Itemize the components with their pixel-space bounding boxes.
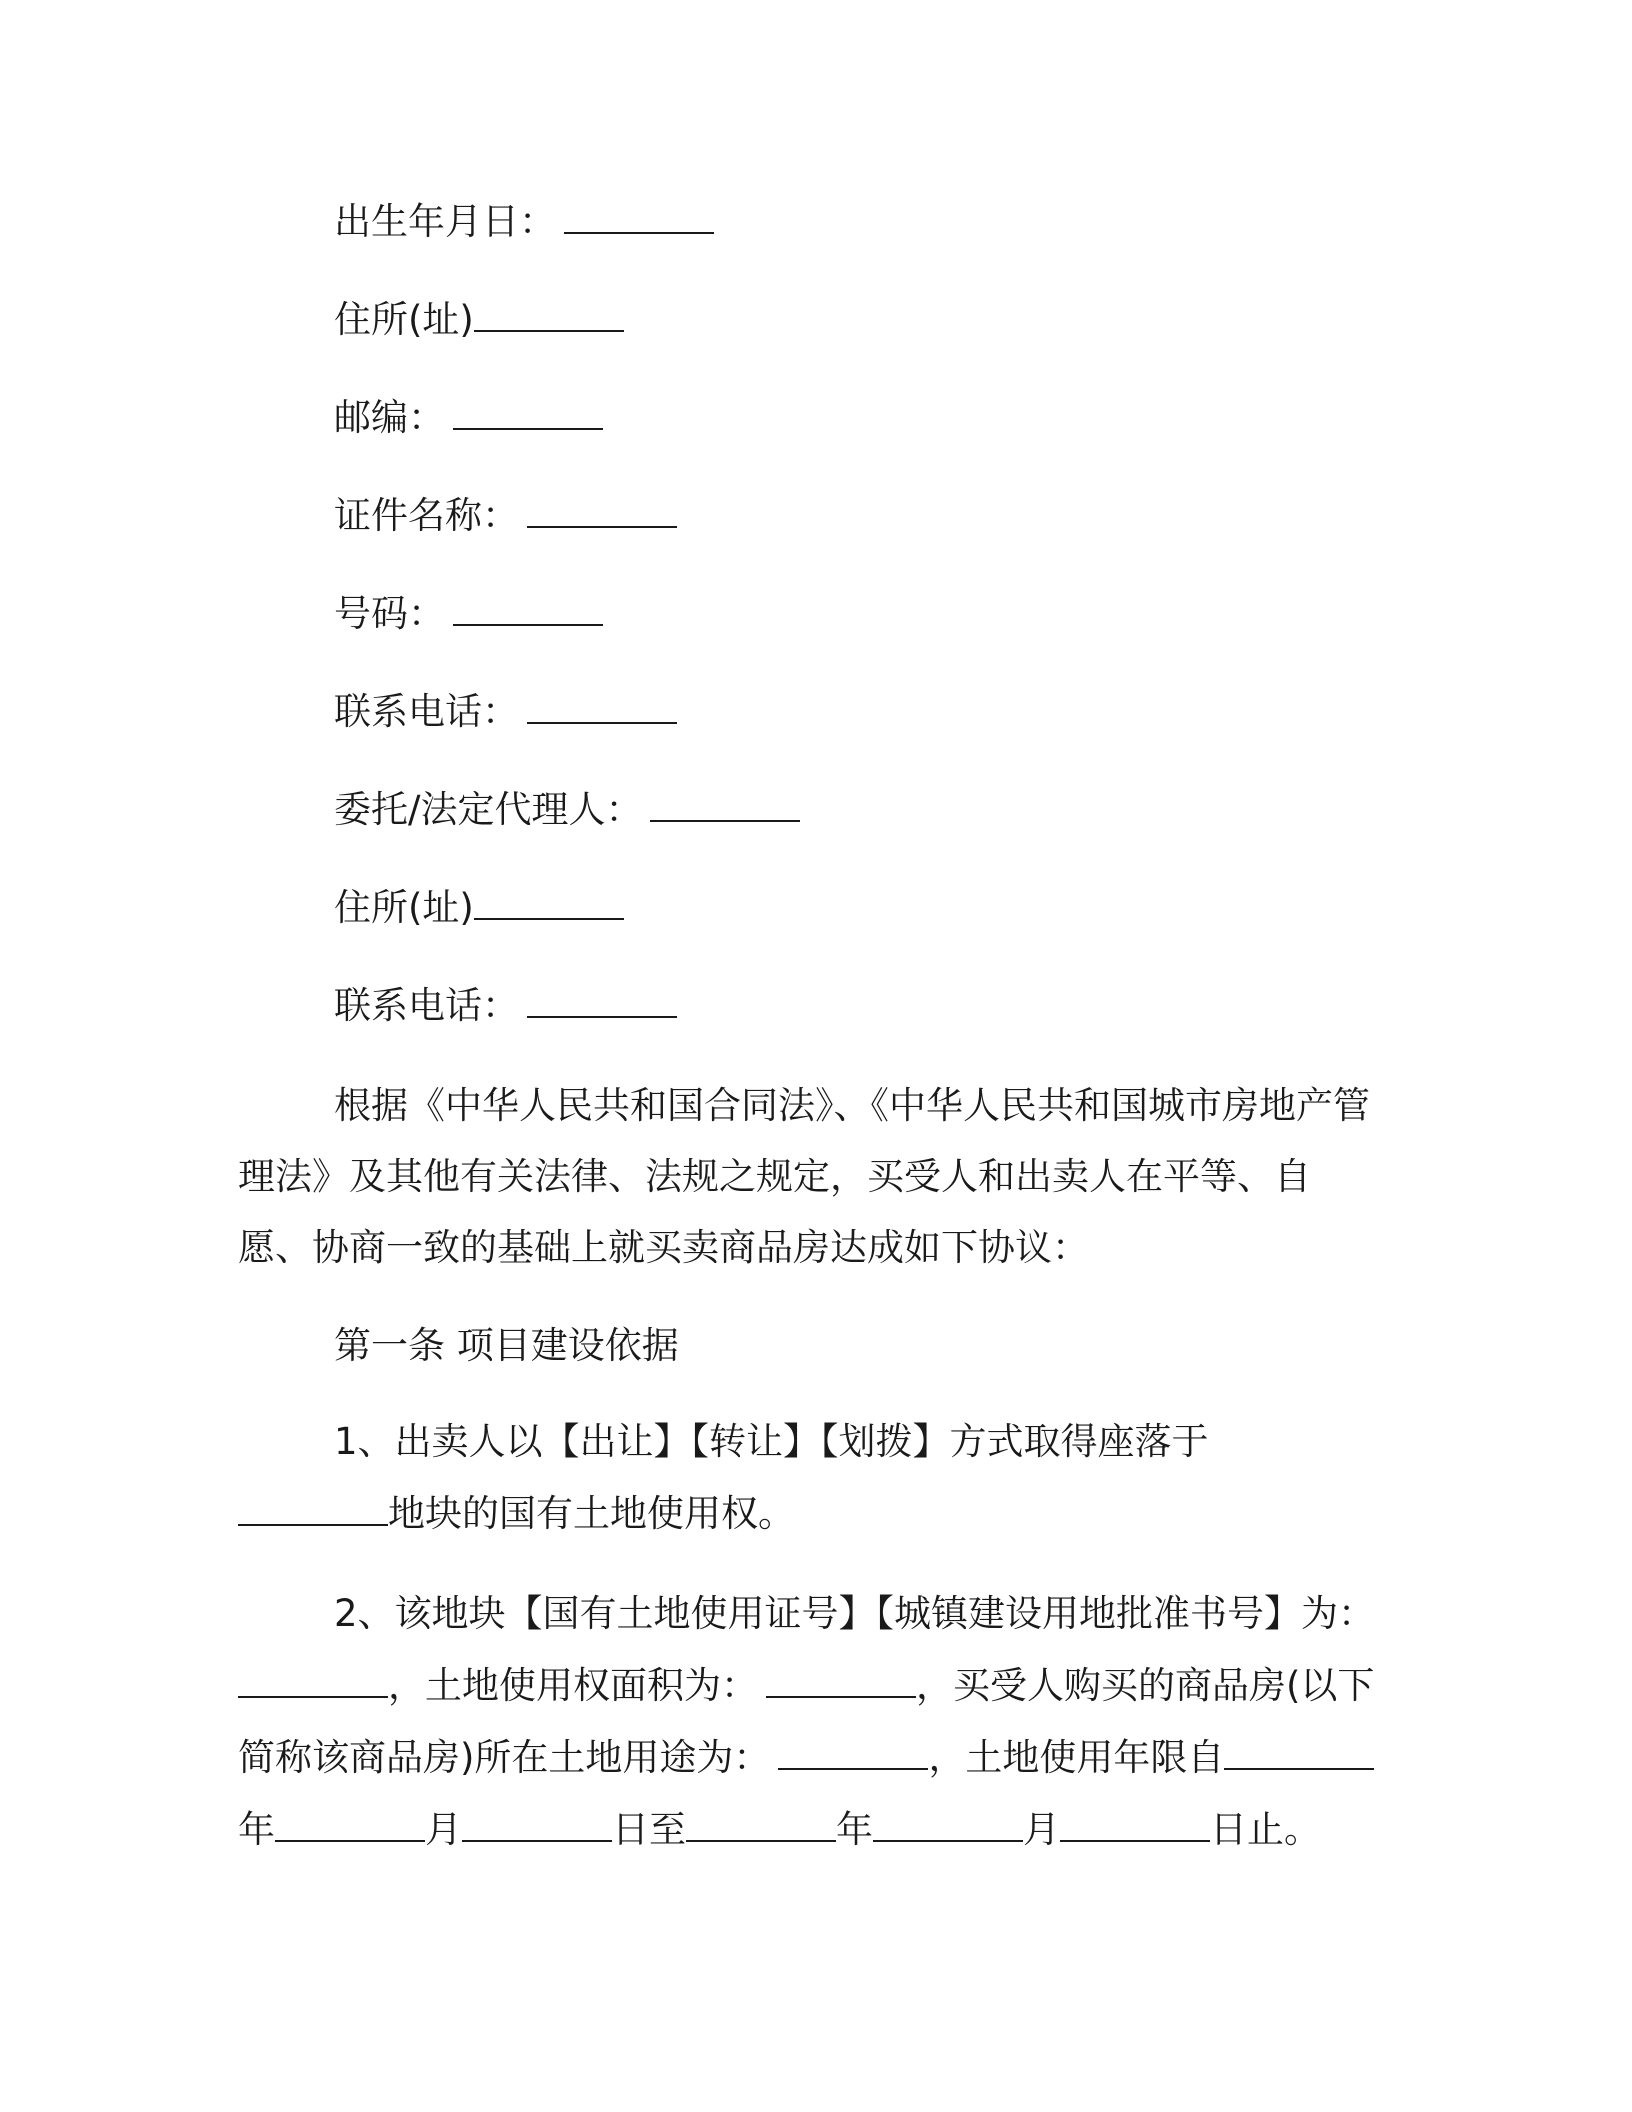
field-label: 号码： <box>334 592 445 635</box>
field-agent-phone <box>334 982 677 1030</box>
field-birthdate <box>334 198 714 246</box>
blank-line <box>527 986 677 1018</box>
article-1-item-2-line-3 <box>238 1734 1374 1782</box>
blank-line <box>1224 1738 1374 1770</box>
blank-line <box>453 398 603 430</box>
field-label: 委托/法定代理人： <box>334 788 643 831</box>
blank-line <box>686 1810 836 1842</box>
field-postcode <box>334 394 603 442</box>
article-1-item-1-line-2 <box>238 1490 795 1538</box>
field-label: 联系电话： <box>334 690 519 733</box>
month-label-2: 月 <box>1023 1808 1060 1851</box>
blank-line <box>453 594 603 626</box>
field-id-type <box>334 492 677 540</box>
article-1-item-1-line-1: 1、出卖人以【出让】【转让】【划拨】方式取得座落于 <box>334 1420 1209 1463</box>
blank-line <box>650 790 800 822</box>
blank-line <box>474 300 624 332</box>
field-label: 证件名称： <box>334 494 519 537</box>
article-1-item-2-line-4 <box>238 1806 1321 1854</box>
blank-line <box>564 202 714 234</box>
field-address <box>334 296 624 344</box>
blank-line <box>778 1738 928 1770</box>
field-agent-address <box>334 884 624 932</box>
article-1-item-2-line-2 <box>238 1662 1374 1710</box>
field-agent <box>334 786 800 834</box>
article-1-item-2-line-1: 2、该地块【国有土地使用证号】【城镇建设用地批准书号】为： <box>334 1592 1376 1635</box>
field-label: 邮编： <box>334 396 445 439</box>
blank-line <box>275 1810 425 1842</box>
field-label: 住所(址) <box>334 886 474 929</box>
blank-line <box>238 1666 388 1698</box>
land-area-label: ，土地使用权面积为： <box>388 1664 758 1707</box>
land-term-label: ，土地使用年限自 <box>928 1736 1225 1779</box>
month-label: 月 <box>425 1808 462 1851</box>
end-label: 日止。 <box>1210 1808 1321 1851</box>
blank-line <box>873 1810 1023 1842</box>
blank-line <box>474 888 624 920</box>
field-phone <box>334 688 677 736</box>
blank-line <box>527 496 677 528</box>
item-1-suffix: 地块的国有土地使用权。 <box>388 1492 795 1535</box>
blank-line <box>238 1494 388 1526</box>
article-1-title: 第一条 项目建设依据 <box>334 1324 679 1367</box>
field-label: 出生年月日： <box>334 200 556 243</box>
blank-line <box>766 1666 916 1698</box>
field-label: 联系电话： <box>334 984 519 1027</box>
field-id-number <box>334 590 603 638</box>
blank-line <box>1060 1810 1210 1842</box>
blank-line <box>462 1810 612 1842</box>
field-label: 住所(址) <box>334 298 474 341</box>
purchase-text: ，买受人购买的商品房(以下 <box>916 1664 1375 1707</box>
intro-text: 根据《中华人民共和国合同法》、《中华人民共和国城市房地产管理法》及其他有关法律、法规之规定，买受人和出卖人在平等、自愿、协商一致的基础上就买卖商品房达成如下协议： <box>238 1084 1370 1269</box>
year-label-2: 年 <box>836 1808 873 1851</box>
blank-line <box>527 692 677 724</box>
year-label: 年 <box>238 1808 275 1851</box>
intro-paragraph <box>238 1070 1384 1283</box>
day-to-label: 日至 <box>612 1808 686 1851</box>
land-use-label: 简称该商品房)所在土地用途为： <box>238 1736 771 1779</box>
